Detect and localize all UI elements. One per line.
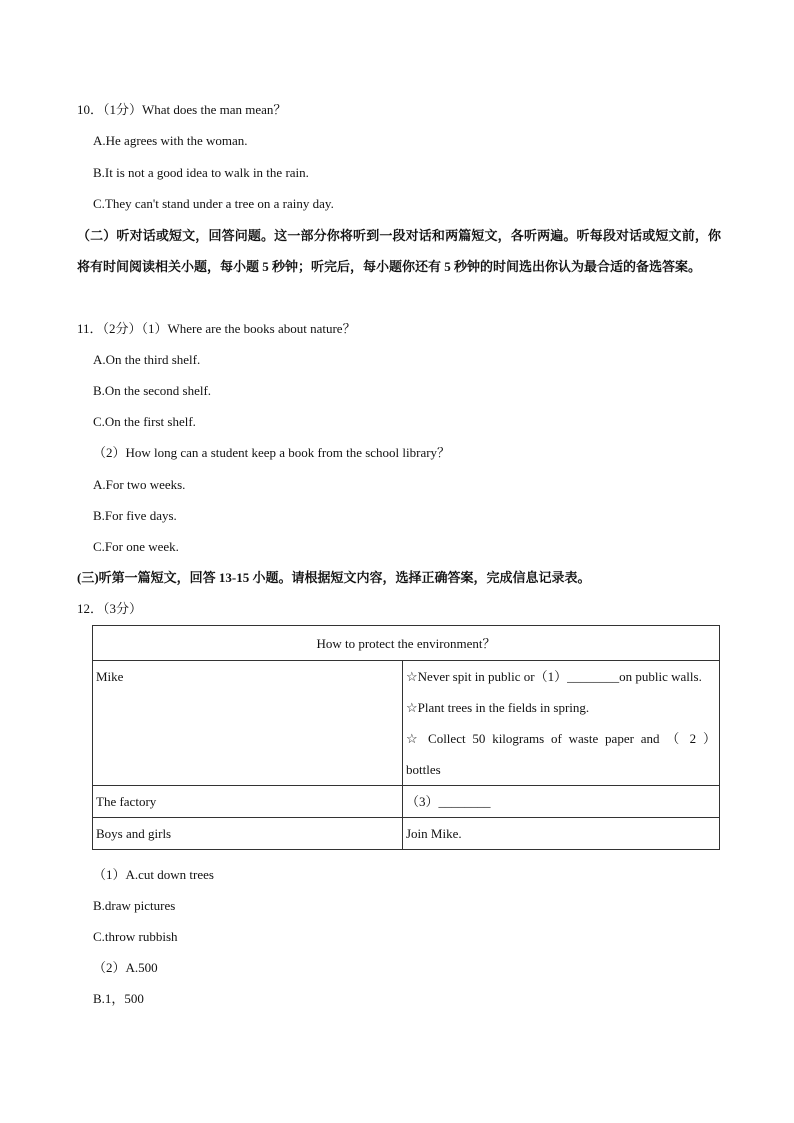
question-11-sub-2: （2）How long can a student keep a book from the school library？	[93, 445, 451, 460]
question-11-1-option-a: A.On the third shelf.	[93, 352, 201, 367]
action-line: ☆Never spit in public or（1）________on public walls.	[406, 669, 702, 684]
action-line: ☆ Collect 50 kilograms of waste paper and （ 2 ）	[406, 731, 716, 746]
table-cell-who: The factory	[93, 786, 403, 818]
question-12-2-option-b: B.1，500	[93, 991, 144, 1006]
question-11-1-option-b: B.On the second shelf.	[93, 383, 212, 398]
table-title: How to protect the environment？	[93, 626, 720, 661]
table-header-row	[93, 626, 720, 661]
question-12-1-option-a: （1）A.cut down trees	[93, 867, 214, 882]
action-line: Join Mike.	[406, 826, 462, 841]
question-11-2-option-c: C.For one week.	[93, 539, 179, 554]
table-cell-who: Mike	[93, 661, 403, 786]
question-12-2-option-a: （2）A.500	[93, 960, 158, 975]
action-line: （3）________	[406, 794, 491, 809]
question-10-option-b: B.It is not a good idea to walk in the rain.	[93, 165, 309, 180]
question-11-2-option-b: B.For five days.	[93, 508, 177, 523]
action-line: bottles	[406, 762, 441, 777]
question-10-option-a: A.He agrees with the woman.	[93, 133, 248, 148]
question-12-1-option-c: C.throw rubbish	[93, 929, 178, 944]
question-10-option-c: C.They can't stand under a tree on a rainy day.	[93, 196, 334, 211]
table-row	[93, 818, 720, 850]
section-2-instructions: （二）听对话或短文，回答问题。这一部分你将听到一段对话和两篇短文，各听两遍。听每段对话或短文前，你将有时间阅读相关小题，每小题 5 秒钟；听完后，每小题你还有 5 秒钟的时间选出你认为最合适的备选答案。	[77, 228, 721, 274]
table-row	[93, 661, 720, 786]
table-cell-who: Boys and girls	[93, 818, 403, 850]
question-11-2-option-a: A.For two weeks.	[93, 477, 186, 492]
table-cell-actions	[403, 786, 720, 818]
table-cell-actions	[403, 661, 720, 786]
question-12-1-option-b: B.draw pictures	[93, 898, 176, 913]
table-cell-actions	[403, 818, 720, 850]
table-row	[93, 786, 720, 818]
question-11-1-option-c: C.On the first shelf.	[93, 414, 196, 429]
question-12-stem: 12．（3分）	[77, 601, 143, 616]
environment-info-table	[92, 625, 720, 850]
action-line: ☆Plant trees in the fields in spring.	[406, 700, 590, 715]
question-10-stem: 10．（1分）What does the man mean？	[77, 102, 287, 117]
section-3-instructions: (三)听第一篇短文，回答 13-15 小题。请根据短文内容，选择正确答案，完成信息记录表。	[77, 570, 591, 585]
question-11-stem: 11．（2分）（1）Where are the books about nature？	[77, 321, 356, 336]
